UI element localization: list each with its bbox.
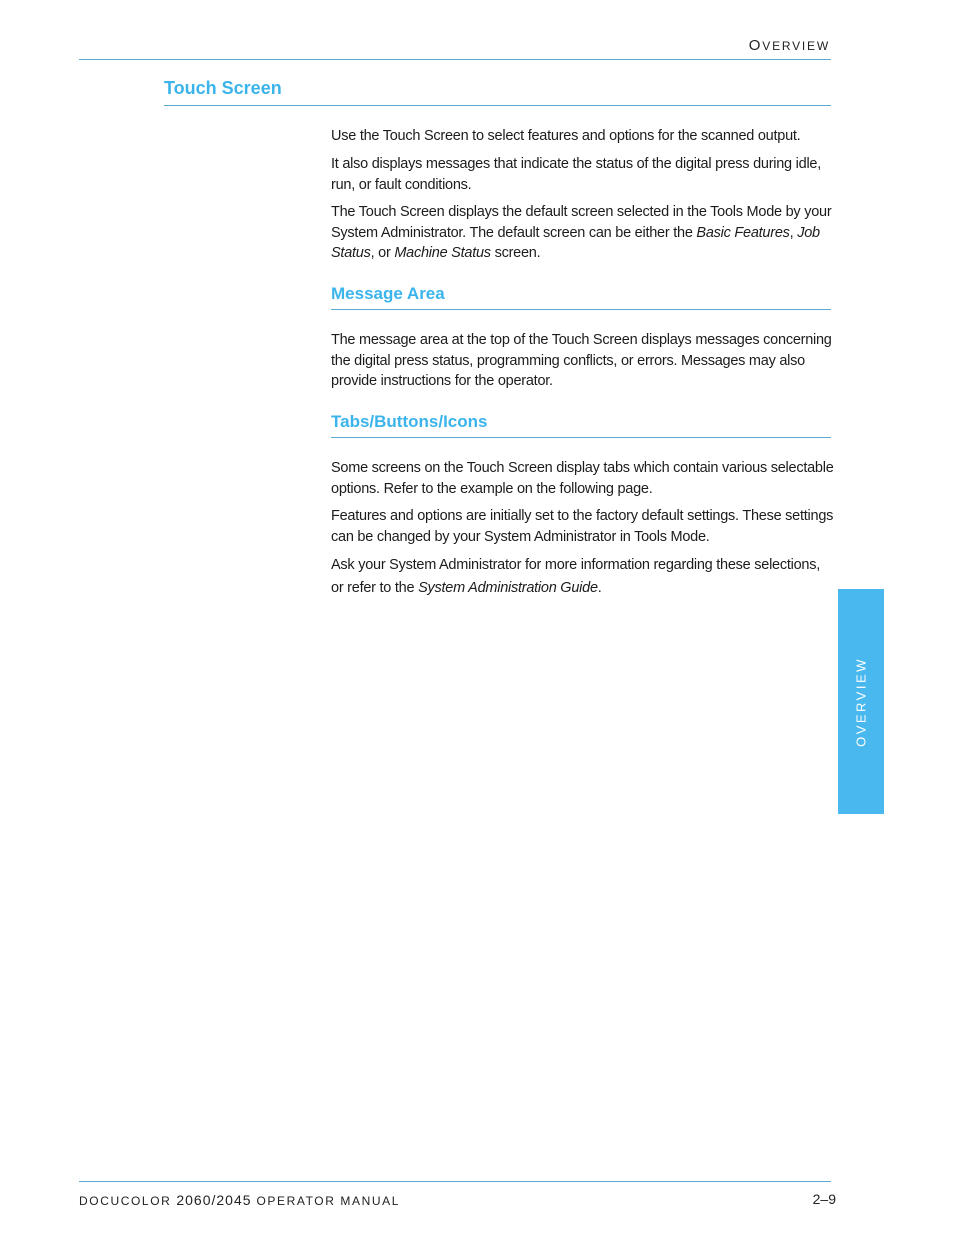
touch-screen-p3-job-status: Job Status — [331, 224, 820, 261]
footer-title — [79, 1192, 400, 1208]
tabs-paragraph-3 — [331, 554, 836, 600]
touch-screen-paragraph-2: It also displays messages that indicate the status of the digital press during idle, run, or fault conditions. — [331, 156, 822, 193]
touch-screen-p3-text-c: , or — [370, 245, 395, 261]
touch-screen-p3-text-d: screen. — [490, 245, 541, 261]
touch-screen-p3-text-b: , — [789, 224, 798, 241]
tabs-p3-text-a: Ask your System Administrator for more information regarding these selections, or refer to the — [331, 557, 821, 596]
running-head-initial: O — [748, 37, 763, 54]
section-rule-tabs-buttons-icons — [331, 437, 831, 438]
footer-brand: DOCUCOLOR — [79, 1194, 177, 1208]
tabs-p3-system-administration-guide: System Administration Guide — [418, 580, 598, 596]
footer-model: 2060/2045 — [176, 1192, 252, 1208]
touch-screen-p3-text-a: The Touch Screen displays the default screen selected in the Tools Mode by your System Administrator. The default screen can be either the — [331, 204, 832, 241]
section-rule-message-area — [331, 309, 831, 310]
header-rule — [79, 59, 831, 60]
touch-screen-p3-basic-features: Basic Features — [696, 224, 790, 241]
tabs-paragraph-1: Some screens on the Touch Screen display tabs which contain various selectable options. Refer to the example on the following page. — [331, 460, 834, 497]
touch-screen-p3-machine-status: Machine Status — [394, 245, 491, 261]
footer-rule — [79, 1181, 831, 1182]
touch-screen-paragraph-3 — [331, 202, 836, 264]
tabs-paragraph-2: Features and options are initially set to the factory default settings. These settings can be changed by your System Administrator in Tools Mode. — [331, 508, 834, 545]
running-head — [700, 37, 830, 54]
section-title-touch-screen: Touch Screen — [164, 78, 282, 98]
section-title-message-area: Message Area — [331, 284, 445, 303]
section-rule-touch-screen — [164, 105, 831, 106]
touch-screen-paragraph-1: Use the Touch Screen to select features and options for the scanned output. — [331, 128, 801, 144]
footer-manual: OPERATOR MANUAL — [251, 1194, 401, 1208]
message-area-paragraph-1: The message area at the top of the Touch Screen displays messages concerning the digital press status, programming conflicts, or errors. Messages may also provide instructions for the operator. — [331, 332, 832, 389]
side-tab-label: OVERVIEW — [853, 656, 869, 747]
page-number: 2–9 — [812, 1191, 836, 1207]
section-title-tabs-buttons-icons: Tabs/Buttons/Icons — [331, 412, 488, 431]
side-tab-overview — [838, 589, 884, 814]
tabs-p3-text-b: . — [597, 580, 602, 596]
running-head-rest: VERVIEW — [762, 39, 830, 53]
